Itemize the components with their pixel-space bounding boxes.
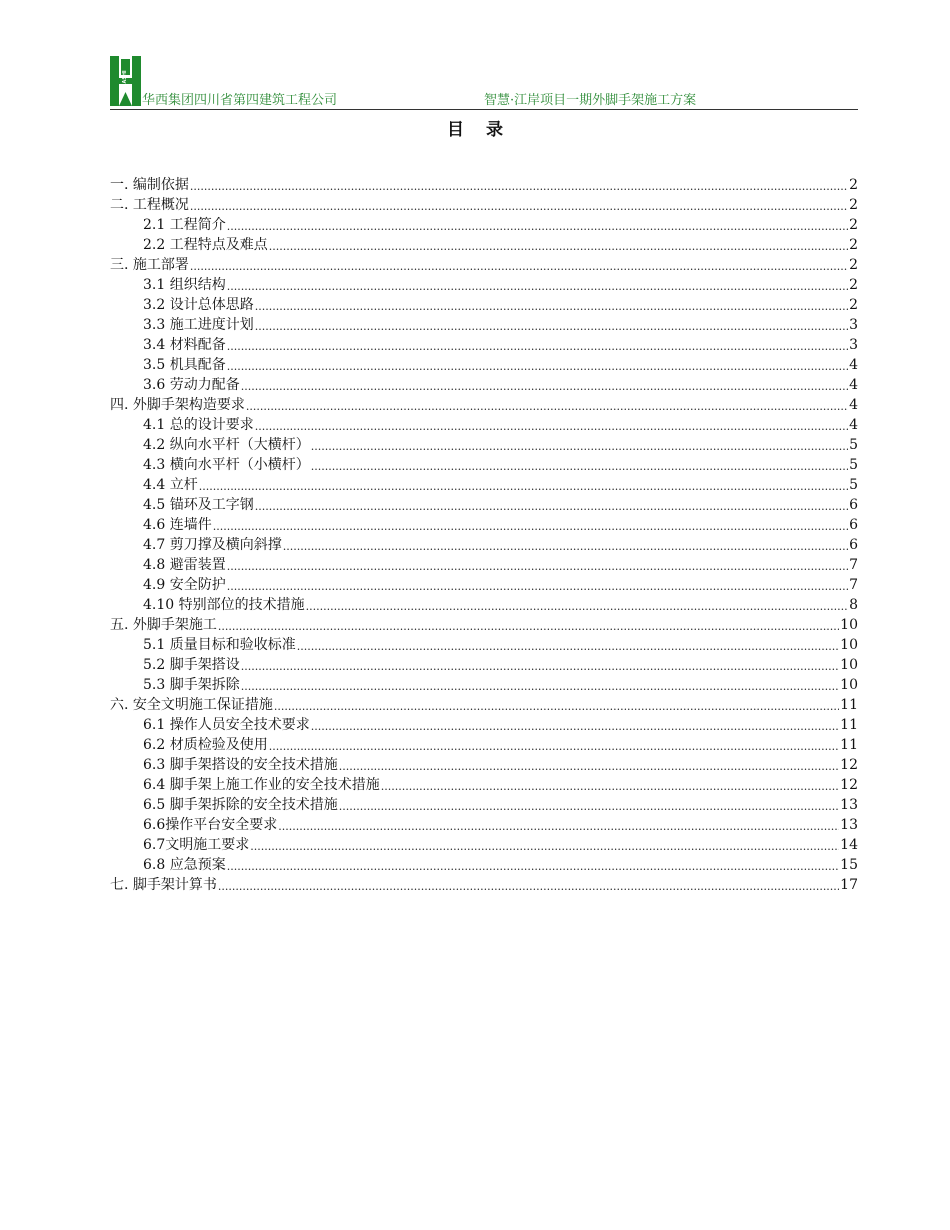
toc-entry-label: 5.2 脚手架搭设 <box>143 657 240 673</box>
logo-text: HUASHI <box>122 70 128 92</box>
toc-entry[interactable] <box>110 254 858 274</box>
toc-entry[interactable] <box>110 574 858 594</box>
page-header <box>110 56 858 110</box>
toc-entry-page: 2 <box>849 237 858 253</box>
toc-entry-page: 2 <box>849 277 858 293</box>
toc-entry-label: 3.5 机具配备 <box>143 357 226 373</box>
toc-entry-page: 2 <box>849 177 858 193</box>
toc-entry-page: 5 <box>849 477 858 493</box>
toc-entry[interactable] <box>110 314 858 334</box>
toc-dot-leader <box>227 216 848 234</box>
toc-dot-leader <box>381 776 839 794</box>
toc-entry-page: 8 <box>849 597 858 613</box>
toc-entry-label: 二. 工程概况 <box>110 197 189 213</box>
toc-dot-leader <box>311 436 848 454</box>
toc-entry-label: 6.3 脚手架搭设的安全技术措施 <box>143 757 338 773</box>
company-name: 华西集团四川省第四建筑工程公司 <box>142 93 338 108</box>
toc-entry[interactable] <box>110 614 858 634</box>
toc-entry-page: 10 <box>840 617 858 633</box>
toc-entry-page: 4 <box>849 397 858 413</box>
toc-dot-leader <box>255 296 848 314</box>
toc-entry[interactable] <box>110 474 858 494</box>
toc-entry-page: 11 <box>840 737 858 753</box>
toc-entry[interactable] <box>110 214 858 234</box>
toc-dot-leader <box>278 816 839 834</box>
toc-entry-page: 11 <box>840 697 858 713</box>
toc-dot-leader <box>227 856 839 874</box>
toc-dot-leader <box>227 356 848 374</box>
toc-entry-label: 5.1 质量目标和验收标准 <box>143 637 296 653</box>
toc-entry[interactable] <box>110 394 858 414</box>
toc-entry-label: 6.8 应急预案 <box>143 857 226 873</box>
toc-entry-page: 14 <box>840 837 858 853</box>
toc-entry-page: 6 <box>849 517 858 533</box>
toc-entry-label: 5.3 脚手架拆除 <box>143 677 240 693</box>
toc-entry-label: 2.2 工程特点及难点 <box>143 237 268 253</box>
toc-entry-label: 一. 编制依据 <box>110 177 189 193</box>
toc-entry-label: 4.7 剪刀撑及横向斜撑 <box>143 537 282 553</box>
toc-dot-leader <box>241 676 839 694</box>
toc-dot-leader <box>339 756 839 774</box>
toc-entry[interactable] <box>110 814 858 834</box>
toc-entry-label: 6.7文明施工要求 <box>143 837 250 853</box>
toc-dot-leader <box>269 236 848 254</box>
toc-entry[interactable] <box>110 454 858 474</box>
toc-entry[interactable] <box>110 174 858 194</box>
toc-entry-label: 4.8 避雷装置 <box>143 557 226 573</box>
toc-entry[interactable] <box>110 494 858 514</box>
toc-entry[interactable] <box>110 554 858 574</box>
toc-entry-page: 6 <box>849 537 858 553</box>
header-divider <box>110 109 858 110</box>
toc-entry[interactable] <box>110 774 858 794</box>
toc-entry-label: 3.1 组织结构 <box>143 277 226 293</box>
toc-entry[interactable] <box>110 354 858 374</box>
toc-entry[interactable] <box>110 234 858 254</box>
toc-entry[interactable] <box>110 834 858 854</box>
toc-entry-page: 11 <box>840 717 858 733</box>
toc-entry[interactable] <box>110 334 858 354</box>
toc-entry-label: 4.2 纵向水平杆（大横杆） <box>143 437 310 453</box>
toc-entry-label: 4.1 总的设计要求 <box>143 417 254 433</box>
toc-dot-leader <box>227 336 848 354</box>
toc-dot-leader <box>227 276 848 294</box>
toc-entry-label: 4.10 特别部位的技术措施 <box>143 597 305 613</box>
toc-entry-label: 4.5 锚环及工字钢 <box>143 497 254 513</box>
toc-entry[interactable] <box>110 594 858 614</box>
toc-dot-leader <box>255 416 848 434</box>
toc-entry-page: 2 <box>849 297 858 313</box>
toc-dot-leader <box>218 616 839 634</box>
toc-dot-leader <box>297 636 839 654</box>
page-title: 目录 <box>447 120 525 140</box>
toc-dot-leader <box>311 456 848 474</box>
toc-entry-page: 13 <box>840 797 858 813</box>
toc-dot-leader <box>241 376 848 394</box>
toc-entry-page: 15 <box>840 857 858 873</box>
toc-entry-page: 5 <box>849 437 858 453</box>
toc-entry-label: 3.6 劳动力配备 <box>143 377 240 393</box>
toc-entry-page: 6 <box>849 497 858 513</box>
toc-entry-page: 2 <box>849 217 858 233</box>
toc-entry-label: 4.4 立杆 <box>143 477 198 493</box>
toc-entry-page: 4 <box>849 357 858 373</box>
toc-entry-page: 3 <box>849 317 858 333</box>
toc-entry[interactable] <box>110 674 858 694</box>
toc-entry-label: 2.1 工程简介 <box>143 217 226 233</box>
toc-entry[interactable] <box>110 694 858 714</box>
toc-dot-leader <box>283 536 848 554</box>
toc-entry-label: 3.3 施工进度计划 <box>143 317 254 333</box>
toc-entry-page: 2 <box>849 257 858 273</box>
toc-entry[interactable] <box>110 414 858 434</box>
toc-dot-leader <box>255 316 848 334</box>
project-name: 智慧·江岸项目一期外脚手架施工方案 <box>484 93 697 108</box>
toc-entry[interactable] <box>110 854 858 874</box>
toc-dot-leader <box>213 516 848 534</box>
toc-entry-page: 10 <box>840 677 858 693</box>
toc-entry-label: 七. 脚手架计算书 <box>110 877 217 893</box>
toc-dot-leader <box>306 596 848 614</box>
toc-entry-page: 12 <box>840 777 858 793</box>
toc-entry-page: 17 <box>840 877 858 893</box>
toc-entry-label: 6.1 操作人员安全技术要求 <box>143 717 310 733</box>
toc-entry-page: 4 <box>849 417 858 433</box>
toc-dot-leader <box>190 196 848 214</box>
toc-dot-leader <box>269 736 839 754</box>
toc-entry[interactable] <box>110 734 858 754</box>
toc-dot-leader <box>246 396 848 414</box>
toc-entry[interactable] <box>110 294 858 314</box>
toc-entry[interactable] <box>110 434 858 454</box>
toc-entry-page: 12 <box>840 757 858 773</box>
toc-dot-leader <box>199 476 848 494</box>
toc-entry-label: 6.2 材质检验及使用 <box>143 737 268 753</box>
toc-entry-label: 五. 外脚手架施工 <box>110 617 217 633</box>
toc-entry-label: 三. 施工部署 <box>110 257 189 273</box>
toc-dot-leader <box>311 716 839 734</box>
toc-entry-page: 5 <box>849 457 858 473</box>
toc-entry-page: 4 <box>849 377 858 393</box>
toc-dot-leader <box>241 656 839 674</box>
toc-dot-leader <box>218 876 839 894</box>
toc-entry-label: 4.3 横向水平杆（小横杆） <box>143 457 310 473</box>
toc-dot-leader <box>255 496 848 514</box>
toc-entry-page: 7 <box>849 577 858 593</box>
toc-entry-page: 10 <box>840 657 858 673</box>
toc-entry[interactable] <box>110 714 858 734</box>
toc-dot-leader <box>274 696 839 714</box>
toc-entry-label: 6.5 脚手架拆除的安全技术措施 <box>143 797 338 813</box>
toc-entry-label: 3.4 材料配备 <box>143 337 226 353</box>
toc-entry[interactable] <box>110 514 858 534</box>
toc-entry[interactable] <box>110 274 858 294</box>
toc-entry-page: 3 <box>849 337 858 353</box>
toc-entry-label: 3.2 设计总体思路 <box>143 297 254 313</box>
huashi-logo-icon <box>110 56 141 106</box>
toc-entry-label: 6.6操作平台安全要求 <box>143 817 278 833</box>
toc-entry-page: 13 <box>840 817 858 833</box>
toc-entry[interactable] <box>110 874 858 894</box>
toc-entry[interactable] <box>110 194 858 214</box>
toc-entry[interactable] <box>110 754 858 774</box>
toc-dot-leader <box>339 796 839 814</box>
toc-entry-label: 4.9 安全防护 <box>143 577 226 593</box>
table-of-contents <box>110 174 858 894</box>
toc-dot-leader <box>190 256 848 274</box>
toc-entry-label: 4.6 连墙件 <box>143 517 212 533</box>
toc-entry-page: 2 <box>849 197 858 213</box>
toc-entry-label: 六. 安全文明施工保证措施 <box>110 697 273 713</box>
toc-dot-leader <box>190 176 848 194</box>
toc-entry[interactable] <box>110 534 858 554</box>
toc-dot-leader <box>227 576 848 594</box>
toc-entry[interactable] <box>110 654 858 674</box>
toc-entry[interactable] <box>110 374 858 394</box>
toc-entry-page: 10 <box>840 637 858 653</box>
toc-dot-leader <box>250 836 839 854</box>
toc-entry-label: 6.4 脚手架上施工作业的安全技术措施 <box>143 777 380 793</box>
toc-entry[interactable] <box>110 634 858 654</box>
toc-entry-label: 四. 外脚手架构造要求 <box>110 397 245 413</box>
toc-dot-leader <box>227 556 848 574</box>
toc-entry-page: 7 <box>849 557 858 573</box>
toc-entry[interactable] <box>110 794 858 814</box>
